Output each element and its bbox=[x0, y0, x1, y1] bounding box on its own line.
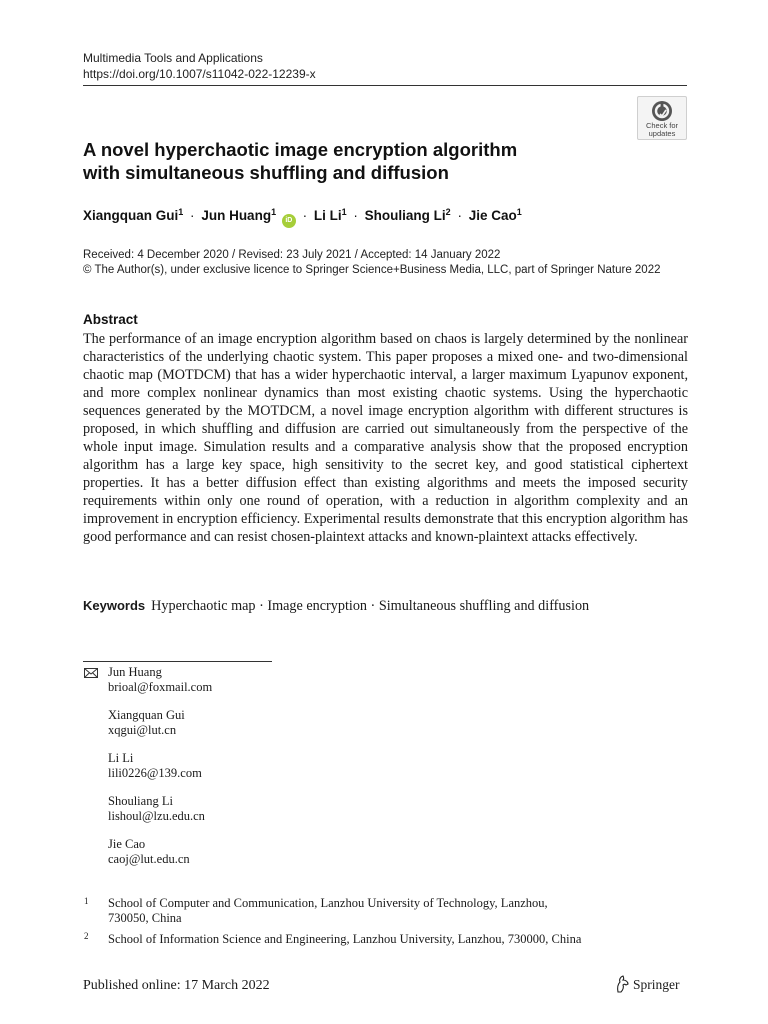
author-separator: · bbox=[353, 208, 358, 223]
author-name[interactable]: Li Li bbox=[313, 208, 342, 223]
contact-email[interactable]: lishoul@lzu.edu.cn bbox=[108, 809, 205, 823]
keywords-text: Hyperchaotic map · Image encryption · Simultaneous shuffling and diffusion bbox=[151, 598, 590, 614]
author-affiliation-mark: 1 bbox=[178, 207, 184, 217]
springer-horse-icon bbox=[614, 975, 630, 993]
publisher-logo[interactable] bbox=[614, 975, 680, 995]
contact-email[interactable]: brioal@foxmail.com bbox=[108, 680, 213, 694]
affiliation-line: 730050, China bbox=[108, 911, 182, 925]
header-divider bbox=[83, 85, 687, 86]
author-name[interactable]: Jie Cao bbox=[468, 208, 517, 223]
author-affiliation-mark: 1 bbox=[271, 207, 277, 217]
author-separator: · bbox=[302, 208, 308, 223]
author-name[interactable]: Jun Huang bbox=[201, 208, 272, 223]
affiliation-line: School of Information Science and Engineering, Lanzhou University, Lanzhou, 730000, China bbox=[108, 932, 582, 946]
author-list bbox=[83, 207, 522, 228]
contact-entry bbox=[108, 837, 190, 867]
abstract-text: The performance of an image encryption algorithm based on chaos is largely determined by the nonlinear characteristics of the underlying chaotic system. This paper proposes a mixed one- and two-dimensional chaotic map (MOTDCM) that has a wider hyperchaotic interval, a larger maximum Lyapunov exponent, and more complex nonlinear dynamics than most existing chaotic systems. Using the hyperchaotic sequences generated by the MOTDCM, a novel image encryption algorithm with different structures is proposed, in which shuffling and diffusion are carried out simultaneously from the perspective of the whole input image. Simulation results and a comparative analysis show that the proposed encryption algorithm has a large key space, high sensitivity to the secret key, and good statistical ciphertext properties. It has a better diffusion effect than existing algorithms and meets the imposed security requirements within only one round of operation, with a reduction in algorithm complexity and an improvement in encryption efficiency. Experimental results demonstrate that this encryption algorithm has good performance and can resist chosen-plaintext attacks and known-plaintext attacks effectively. bbox=[83, 331, 688, 545]
paper-title bbox=[83, 138, 643, 184]
title-line-2: with simultaneous shuffling and diffusion bbox=[83, 162, 449, 183]
publisher-name: Springer bbox=[633, 977, 680, 992]
author-affiliation-mark: 1 bbox=[516, 207, 522, 217]
affiliation bbox=[108, 896, 668, 926]
contact-email[interactable]: caoj@lut.edu.cn bbox=[108, 852, 190, 866]
doi-link[interactable]: https://doi.org/10.1007/s11042-022-12239-x bbox=[83, 67, 316, 81]
orcid-icon[interactable]: iD bbox=[282, 214, 296, 228]
contact-email[interactable]: xqgui@lut.cn bbox=[108, 723, 177, 737]
contact-email[interactable]: lili0226@139.com bbox=[108, 766, 202, 780]
envelope-icon bbox=[84, 668, 98, 678]
affiliation-number: 2 bbox=[84, 931, 89, 941]
affiliation-number: 1 bbox=[84, 896, 89, 906]
contact-name: Jun Huang bbox=[108, 665, 162, 679]
check-for-updates-badge[interactable] bbox=[637, 96, 687, 140]
badge-line-1: Check for bbox=[645, 121, 679, 130]
contact-entry bbox=[108, 751, 202, 781]
keywords-label: Keywords bbox=[83, 598, 146, 613]
abstract-heading: Abstract bbox=[83, 312, 138, 327]
contact-entry bbox=[108, 794, 205, 824]
contact-entry bbox=[108, 665, 212, 695]
copyright-notice: © The Author(s), under exclusive licence to Springer Science+Business Media, LLC, part of Springer Nature 2022 bbox=[83, 264, 661, 276]
footnote-divider bbox=[83, 661, 272, 662]
article-dates: Received: 4 December 2020 / Revised: 23 July 2021 / Accepted: 14 January 2022 bbox=[83, 249, 501, 261]
author-name[interactable]: Xiangquan Gui bbox=[83, 208, 179, 223]
contact-name: Li Li bbox=[108, 751, 134, 765]
author-affiliation-mark: 2 bbox=[445, 207, 451, 217]
contact-entry bbox=[108, 708, 185, 738]
contact-name: Shouliang Li bbox=[108, 794, 173, 808]
affiliation-line: School of Computer and Communication, Lanzhou University of Technology, Lanzhou, bbox=[108, 896, 548, 910]
author-separator: · bbox=[457, 208, 462, 223]
author-separator: · bbox=[190, 208, 195, 223]
contact-name: Xiangquan Gui bbox=[108, 708, 185, 722]
abstract-body bbox=[83, 330, 688, 546]
contact-name: Jie Cao bbox=[108, 837, 146, 851]
author-affiliation-mark: 1 bbox=[341, 207, 347, 217]
check-for-updates-icon bbox=[651, 100, 673, 122]
affiliation bbox=[108, 932, 668, 947]
published-date: Published online: 17 March 2022 bbox=[83, 978, 270, 993]
journal-name: Multimedia Tools and Applications bbox=[83, 51, 263, 65]
keywords bbox=[83, 597, 589, 615]
author-name[interactable]: Shouliang Li bbox=[364, 208, 446, 223]
badge-line-2: updates bbox=[648, 129, 676, 138]
title-line-1: A novel hyperchaotic image encryption algorithm bbox=[83, 139, 518, 160]
